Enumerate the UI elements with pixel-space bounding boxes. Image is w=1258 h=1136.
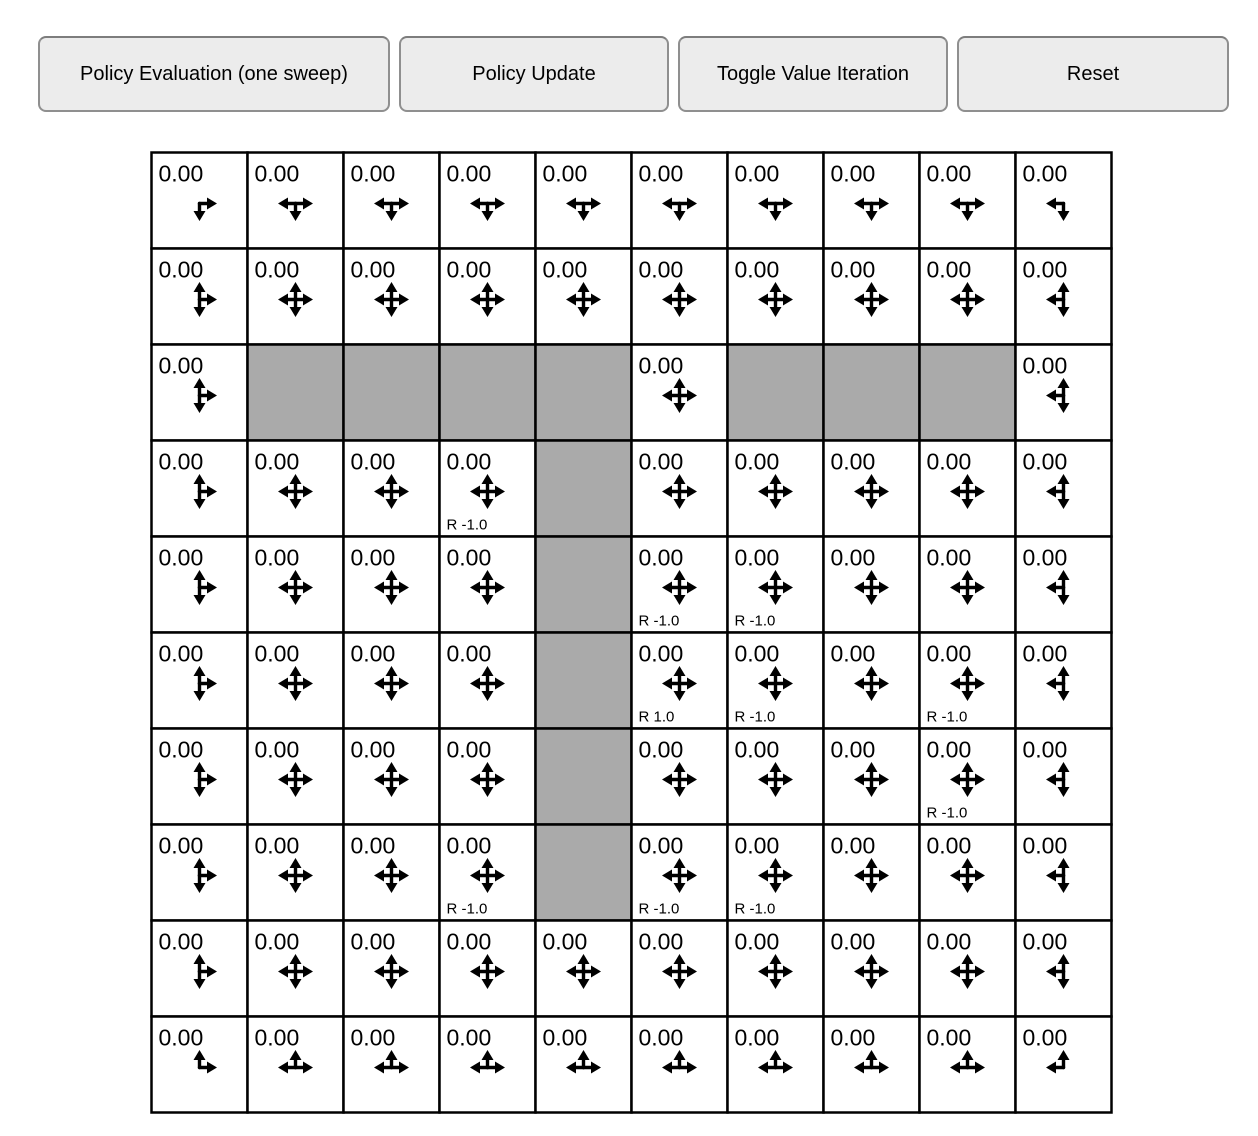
cell-value: 0.00 (734, 256, 780, 283)
policy-update-button[interactable]: Policy Update (399, 36, 669, 112)
cell-reward-label: R -1.0 (926, 708, 968, 726)
cell-value: 0.00 (542, 160, 588, 187)
wall-cell-rect (536, 441, 632, 537)
grid-cell[interactable] (152, 537, 248, 633)
cell-value: 0.00 (158, 736, 204, 763)
grid-cell[interactable] (728, 633, 824, 729)
cell-value: 0.00 (350, 448, 396, 475)
grid-cell[interactable] (1016, 345, 1112, 441)
grid-cell[interactable] (344, 153, 440, 249)
cell-value: 0.00 (158, 448, 204, 475)
grid-cell[interactable] (632, 633, 728, 729)
grid-cell[interactable] (152, 633, 248, 729)
grid-cell[interactable] (152, 153, 248, 249)
cell-value: 0.00 (446, 832, 492, 859)
grid-cell[interactable] (536, 921, 632, 1017)
wall-cell-rect (536, 729, 632, 825)
grid-cell[interactable] (920, 633, 1016, 729)
wall-cell (920, 345, 1016, 441)
gridworld-area (150, 151, 1113, 1114)
grid-cell[interactable] (152, 825, 248, 921)
cell-value: 0.00 (734, 1024, 780, 1051)
grid-cell[interactable] (344, 921, 440, 1017)
grid-cell[interactable] (440, 1017, 536, 1113)
cell-value: 0.00 (1022, 256, 1068, 283)
grid-cell[interactable] (440, 633, 536, 729)
grid-cell[interactable] (344, 729, 440, 825)
cell-value: 0.00 (254, 1024, 300, 1051)
cell-value: 0.00 (734, 160, 780, 187)
wall-cell-rect (536, 537, 632, 633)
cell-value: 0.00 (158, 1024, 204, 1051)
cell-value: 0.00 (926, 928, 972, 955)
cell-value: 0.00 (1022, 928, 1068, 955)
grid-cell[interactable] (824, 1017, 920, 1113)
grid-cell[interactable] (824, 729, 920, 825)
grid-cell[interactable] (728, 921, 824, 1017)
grid-cell[interactable] (1016, 729, 1112, 825)
policy-evaluation-button[interactable]: Policy Evaluation (one sweep) (38, 36, 390, 112)
cell-value: 0.00 (254, 736, 300, 763)
cell-value: 0.00 (1022, 832, 1068, 859)
cell-value: 0.00 (446, 640, 492, 667)
grid-cell[interactable] (632, 345, 728, 441)
grid-cell[interactable] (824, 825, 920, 921)
wall-cell-rect (536, 633, 632, 729)
wall-cell (536, 729, 632, 825)
cell-value: 0.00 (926, 736, 972, 763)
toggle-value-iteration-button[interactable]: Toggle Value Iteration (678, 36, 948, 112)
cell-value: 0.00 (734, 832, 780, 859)
wall-cell-rect (248, 345, 344, 441)
cell-value: 0.00 (638, 448, 684, 475)
wall-cell (536, 441, 632, 537)
wall-cell-rect (440, 345, 536, 441)
cell-value: 0.00 (350, 832, 396, 859)
grid-cell[interactable] (920, 729, 1016, 825)
cell-reward-label: R -1.0 (638, 900, 680, 918)
grid-cell[interactable] (440, 825, 536, 921)
grid-cell[interactable] (920, 921, 1016, 1017)
wall-cell (536, 633, 632, 729)
cell-value: 0.00 (158, 256, 204, 283)
cell-value: 0.00 (1022, 544, 1068, 571)
grid-cell[interactable] (440, 537, 536, 633)
cell-reward-label: R -1.0 (446, 900, 488, 918)
grid-cell[interactable] (1016, 153, 1112, 249)
grid-cell[interactable] (1016, 825, 1112, 921)
cell-value: 0.00 (446, 1024, 492, 1051)
cell-value: 0.00 (926, 448, 972, 475)
cell-value: 0.00 (254, 448, 300, 475)
grid-cell[interactable] (152, 441, 248, 537)
cell-value: 0.00 (830, 160, 876, 187)
grid-cell[interactable] (824, 921, 920, 1017)
cell-value: 0.00 (542, 1024, 588, 1051)
grid-cell[interactable] (920, 441, 1016, 537)
grid-cell[interactable] (440, 729, 536, 825)
grid-cell[interactable] (920, 153, 1016, 249)
grid-cell[interactable] (1016, 441, 1112, 537)
reset-button[interactable]: Reset (957, 36, 1229, 112)
cell-reward-label: R -1.0 (926, 804, 968, 822)
grid-cell[interactable] (632, 249, 728, 345)
cell-value: 0.00 (446, 256, 492, 283)
grid-cell[interactable] (1016, 1017, 1112, 1113)
grid-cell[interactable] (824, 633, 920, 729)
grid-cell[interactable] (344, 441, 440, 537)
wall-cell (536, 345, 632, 441)
cell-value: 0.00 (350, 736, 396, 763)
cell-value: 0.00 (734, 544, 780, 571)
gridworld-grid (150, 151, 1113, 1114)
grid-cell[interactable] (536, 153, 632, 249)
grid-cell[interactable] (344, 1017, 440, 1113)
wall-cell-rect (536, 345, 632, 441)
grid-cell[interactable] (632, 921, 728, 1017)
grid-cell[interactable] (344, 537, 440, 633)
grid-cell[interactable] (248, 729, 344, 825)
cell-value: 0.00 (254, 640, 300, 667)
grid-cell[interactable] (824, 441, 920, 537)
cell-value: 0.00 (830, 1024, 876, 1051)
cell-value: 0.00 (446, 928, 492, 955)
cell-value: 0.00 (158, 640, 204, 667)
wall-cell (440, 345, 536, 441)
grid-cell[interactable] (440, 441, 536, 537)
grid-cell[interactable] (440, 249, 536, 345)
cell-value: 0.00 (1022, 160, 1068, 187)
grid-cell[interactable] (728, 729, 824, 825)
cell-value: 0.00 (158, 160, 204, 187)
cell-value: 0.00 (1022, 736, 1068, 763)
cell-value: 0.00 (830, 640, 876, 667)
cell-value: 0.00 (1022, 352, 1068, 379)
cell-value: 0.00 (830, 256, 876, 283)
grid-cell[interactable] (632, 729, 728, 825)
wall-cell-rect (920, 345, 1016, 441)
wall-cell (728, 345, 824, 441)
toolbar (38, 36, 1258, 112)
grid-cell[interactable] (248, 1017, 344, 1113)
cell-reward-label: R -1.0 (734, 708, 776, 726)
cell-value: 0.00 (158, 832, 204, 859)
cell-value: 0.00 (830, 544, 876, 571)
cell-value: 0.00 (638, 640, 684, 667)
cell-value: 0.00 (350, 544, 396, 571)
cell-value: 0.00 (926, 1024, 972, 1051)
grid-cell[interactable] (728, 1017, 824, 1113)
cell-value: 0.00 (926, 160, 972, 187)
cell-value: 0.00 (830, 832, 876, 859)
grid-cell[interactable] (632, 1017, 728, 1113)
cell-value: 0.00 (542, 928, 588, 955)
grid-cell[interactable] (152, 1017, 248, 1113)
grid-cell[interactable] (824, 249, 920, 345)
cell-reward-label: R 1.0 (638, 708, 675, 726)
cell-value: 0.00 (734, 928, 780, 955)
grid-cell[interactable] (152, 729, 248, 825)
grid-cell[interactable] (152, 249, 248, 345)
grid-cell[interactable] (248, 441, 344, 537)
grid-cell[interactable] (248, 633, 344, 729)
cell-value: 0.00 (542, 256, 588, 283)
cell-value: 0.00 (1022, 448, 1068, 475)
grid-cell[interactable] (920, 825, 1016, 921)
grid-cell[interactable] (824, 153, 920, 249)
grid-cell[interactable] (536, 249, 632, 345)
grid-cell[interactable] (728, 153, 824, 249)
grid-cell[interactable] (344, 249, 440, 345)
grid-cell[interactable] (920, 249, 1016, 345)
wall-cell-rect (344, 345, 440, 441)
cell-value: 0.00 (446, 448, 492, 475)
grid-cell[interactable] (728, 537, 824, 633)
grid-cell[interactable] (248, 537, 344, 633)
wall-cell (824, 345, 920, 441)
cell-value: 0.00 (638, 544, 684, 571)
cell-value: 0.00 (638, 1024, 684, 1051)
grid-cell[interactable] (248, 153, 344, 249)
grid-cell[interactable] (344, 825, 440, 921)
cell-value: 0.00 (638, 928, 684, 955)
grid-cell[interactable] (536, 1017, 632, 1113)
wall-cell-rect (728, 345, 824, 441)
wall-cell (536, 537, 632, 633)
cell-value: 0.00 (734, 640, 780, 667)
cell-value: 0.00 (734, 736, 780, 763)
grid-cell[interactable] (248, 921, 344, 1017)
wall-cell-rect (536, 825, 632, 921)
cell-value: 0.00 (638, 352, 684, 379)
grid-cell[interactable] (728, 825, 824, 921)
grid-cell[interactable] (824, 537, 920, 633)
cell-value: 0.00 (638, 160, 684, 187)
cell-value: 0.00 (830, 448, 876, 475)
grid-cell[interactable] (1016, 633, 1112, 729)
grid-cell[interactable] (248, 825, 344, 921)
grid-cell[interactable] (632, 537, 728, 633)
grid-cell[interactable] (440, 153, 536, 249)
cell-value: 0.00 (350, 928, 396, 955)
cell-value: 0.00 (926, 256, 972, 283)
cell-value: 0.00 (350, 640, 396, 667)
cell-reward-label: R -1.0 (734, 612, 776, 630)
grid-cell[interactable] (632, 441, 728, 537)
cell-value: 0.00 (1022, 1024, 1068, 1051)
grid-cell[interactable] (440, 921, 536, 1017)
cell-value: 0.00 (830, 736, 876, 763)
cell-value: 0.00 (638, 256, 684, 283)
grid-cell[interactable] (1016, 921, 1112, 1017)
grid-cell[interactable] (152, 921, 248, 1017)
wall-cell (248, 345, 344, 441)
cell-value: 0.00 (254, 544, 300, 571)
grid-cell[interactable] (152, 345, 248, 441)
cell-value: 0.00 (926, 544, 972, 571)
wall-cell (536, 825, 632, 921)
cell-value: 0.00 (350, 1024, 396, 1051)
cell-value: 0.00 (158, 928, 204, 955)
cell-reward-label: R -1.0 (638, 612, 680, 630)
cell-value: 0.00 (158, 352, 204, 379)
grid-cell[interactable] (1016, 249, 1112, 345)
cell-value: 0.00 (158, 544, 204, 571)
cell-value: 0.00 (926, 832, 972, 859)
grid-cell[interactable] (920, 1017, 1016, 1113)
grid-cell[interactable] (1016, 537, 1112, 633)
cell-value: 0.00 (1022, 640, 1068, 667)
wall-cell-rect (824, 345, 920, 441)
cell-value: 0.00 (638, 736, 684, 763)
grid-cell[interactable] (728, 249, 824, 345)
grid-cell[interactable] (632, 153, 728, 249)
cell-value: 0.00 (254, 256, 300, 283)
cell-value: 0.00 (734, 448, 780, 475)
grid-cell[interactable] (248, 249, 344, 345)
cell-value: 0.00 (830, 928, 876, 955)
cell-value: 0.00 (254, 832, 300, 859)
cell-value: 0.00 (254, 928, 300, 955)
cell-value: 0.00 (446, 544, 492, 571)
grid-cell[interactable] (920, 537, 1016, 633)
cell-value: 0.00 (350, 160, 396, 187)
grid-cell[interactable] (632, 825, 728, 921)
cell-value: 0.00 (638, 832, 684, 859)
cell-value: 0.00 (446, 736, 492, 763)
cell-value: 0.00 (926, 640, 972, 667)
cell-value: 0.00 (254, 160, 300, 187)
wall-cell (344, 345, 440, 441)
grid-cell[interactable] (344, 633, 440, 729)
cell-value: 0.00 (350, 256, 396, 283)
cell-value: 0.00 (446, 160, 492, 187)
cell-reward-label: R -1.0 (446, 516, 488, 534)
grid-cell[interactable] (728, 441, 824, 537)
cell-reward-label: R -1.0 (734, 900, 776, 918)
